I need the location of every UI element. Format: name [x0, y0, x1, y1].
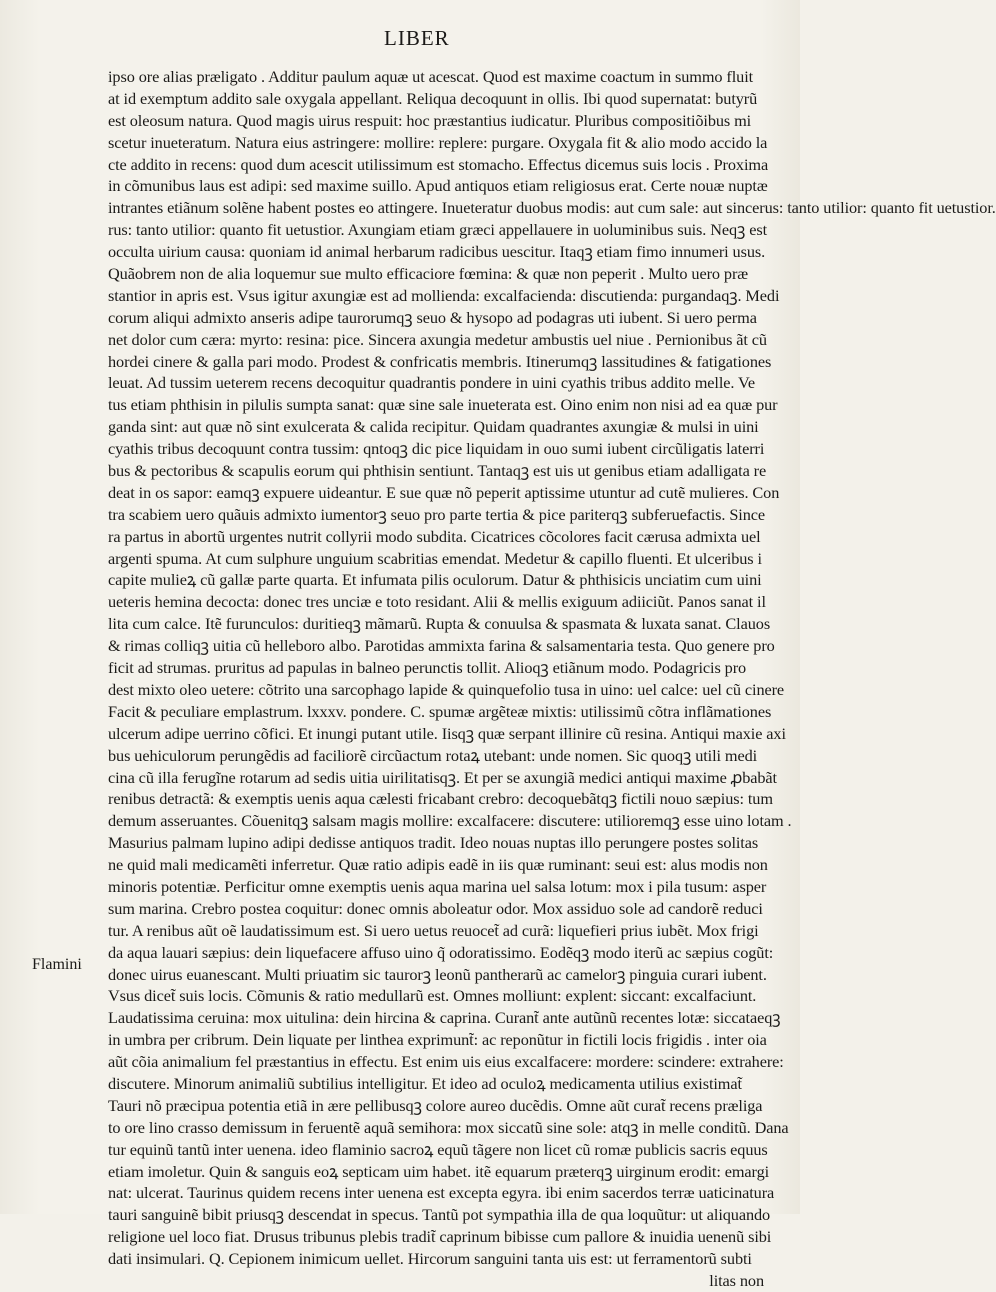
text-line: hordei cinere & galla pari modo. Prodest & confricatis membris. Itinerumqꝫ lassitudines & fatigationes [108, 351, 772, 371]
text-line: corum aliqui admixto anseris adipe taurorumqꝫ seuo & hysopo ad podagras uti iubent. Si uero perma [108, 307, 757, 327]
text-line: intrantes etiãnum solẽne habent postes eo attingere. Inueteratur duobus modis: aut cum sale: aut sincerus: tanto utilior: quanto fit uetustior. [108, 198, 996, 218]
text-line: tus etiam phthisin in pilulis sumpta sanat: quæ sine sale inueterata est. Oino enim non nisi ad ea quæ pur [108, 395, 778, 415]
text-line: bus uehiculorum perungẽdis ad faciliorẽ circũactum rotaꝝ utebant: unde nomen. Sic quoqꝫ utili medi [108, 745, 758, 765]
text-line: aũt cõia animalium fel præstantius in effectu. Est enim uis eius excalfacere: mordere: scindere: extrahere: [108, 1052, 784, 1072]
text-line: ipso ore alias præligato . Additur paulum aquæ ut acescat. Quod est maxime coactum in summo fluit [108, 67, 754, 86]
marginal-note: Flamini [32, 956, 82, 973]
text-line: & rimas colliqꝫ uitia cũ helleboro albo. Parotidas ammixta farina & salsamentaria testa. Quo genere pro [108, 636, 775, 656]
text-line: ueteris hemina decocta: donec tres unciæ e toto residant. Alii & mellis exiguum adiiciũt. Panos sanat il [108, 592, 766, 612]
page-title: LIBER [384, 26, 450, 50]
text-line: capite mulieꝝ cũ gallæ parte quarta. Et infumata pilis oculorum. Datur & phthisicis unciatim cum uini [108, 570, 762, 590]
text-line: Tauri nõ præcipua potentia etiã in ære pellibusqꝫ colore aureo ducẽdis. Omne aũt curat̃ recens præliga [108, 1095, 763, 1115]
text-line: ficit ad strumas. pruritus ad papulas in balneo perunctis tollit. Alioqꝫ etiãnum modo. Podagricis pro [108, 658, 747, 678]
text-line: deat in os sapor: eamqꝫ expuere uideantur. E sue quæ nõ peperit aptissime utuntur ad cutẽ mulieres. Con [108, 482, 780, 502]
text-line: cyathis tribus decoquunt contra tussim: qntoqꝫ dic pice liquidam in ouo sumi iubent circũligatis laterri [108, 439, 765, 459]
text-line: tur equinũ tantũ inter uenena. ideo flaminio sacroꝝ equũ tãgere non licet cũ romæ publicis sacris equus [108, 1139, 768, 1159]
text-line: Facit & peculiare emplastrum. lxxxv. pondere. C. spumæ argẽteæ mixtis: utilissimũ cõtra inflãmationes [108, 701, 772, 721]
text-line: occulta uirium causa: quoniam id animal herbarum radicibus uescitur. Itaqꝫ etiam fimo innumeri usus. [108, 242, 766, 262]
catchword: litas non [709, 1270, 764, 1290]
text-line: lita cum calce. Itẽ furunculos: duritieqꝫ mãmarũ. Rupta & conuulsa & spasmata & luxata sanat. Clauos [108, 614, 771, 634]
text-line: bus & pectoribus & scapulis eorum qui phthisin sentiunt. Tantaqꝫ est uis ut genibus etiam adalligata re [108, 461, 767, 481]
text-line: ulcerum adipe uerrino cõfici. Et inungi putant utile. Iisqꝫ quæ serpant illinire cũ resina. Antiqui maxie axi [108, 723, 786, 743]
text-line: net dolor cum cæra: myrto: resina: pice. Sincera axungia medetur ambustis uel niue . Pernionibus ãt cũ [108, 329, 767, 349]
text-line: Laudatissima ceruina: mox uitulina: dein hircina & caprina. Curant̃ ante autũnũ recentes lotæ: siccataeqꝫ [108, 1008, 781, 1028]
text-line: rus: tanto utilior: quanto fit uetustior. Axungiam etiam græci appellauere in uoluminibus suis. Neqꝫ est [108, 220, 768, 240]
text-line: argenti spuma. At cum sulphure unguium scabritias emendat. Medetur & capillo fluenti. Et ulceribus i [108, 548, 762, 568]
text-line: scetur inueteratum. Natura eius astringere: mollire: replere: purgare. Oxygala fit & alio modo accido la [108, 132, 768, 152]
body-text [108, 66, 996, 1292]
text-line: to ore lino crasso demissum in feruentẽ aquã semihora: mox siccatũ sine sole: atqꝫ in melle conditũ. Dana [108, 1117, 789, 1137]
text-line: at id exemptum addito sale oxygala appellant. Reliqua decoquunt in ollis. Ibi quod supernatat: butyrũ [108, 88, 758, 108]
text-line: donec uirus euanescant. Multi priuatim sic taurorꝫ leonũ pantherarũ ac camelorꝫ pinguia curari iubent. [108, 964, 767, 984]
text-line: tur. A renibus aũt oẽ laudatissimum est. Si uero uetus reuocet̃ ad curã: liquefieri prius iubẽt. Mox frigi [108, 920, 759, 940]
text-line: sum marina. Crebro postea coquitur: donec omnis aboleatur odor. Mox assiduo sole ad candorẽ reduci [108, 898, 763, 918]
text-line: nat: ulcerat. Taurinus quidem recens inter uenena est excepta egyra. ibi enim sacerdos terræ uaticinatura [108, 1183, 775, 1203]
text-line: renibus detractã: & exemptis uenis aqua cælesti fricabant crebro: decoquebãtqꝫ fictili nouo sæpius: tum [108, 789, 773, 809]
text-line: cina cũ illa ferugĩne rotarum ad sedis uitia uirilitatisqꝫ. Et per se axungiã medici antiqui maxime ꝓbabãt [108, 767, 777, 787]
text-line: religione uel loco fiat. Drusus tribunus plebis tradit̃ caprinum bibisse cum pallore & inuidia uenenũ sibi [108, 1227, 772, 1247]
text-line: dest mixto oleo uetere: cõtrito una sarcophago lapide & quinquefolio tusa in uino: uel calce: uel cũ cinere [108, 679, 785, 699]
text-line: leuat. Ad tussim ueterem recens decoquitur quadrantis pondere in uini cyathis tribus addito melle. Ve [108, 373, 756, 393]
text-line: tauri sanguinẽ bibit priusqꝫ descendat in specus. Tantũ pot sympathia illa de qua loquũtur: ut aliquando [108, 1205, 771, 1225]
text-line: stantior in apris est. Vsus igitur axungiæ est ad mollienda: excalfacienda: discutienda: purgandaqꝫ. Medi [108, 285, 780, 305]
text-line: minoris potentiæ. Perficitur omne exemptis uenis aqua marina uel salsa lotum: mox i pila tusum: asper [108, 876, 767, 896]
text-line: ganda sint: aut quæ nõ sint exulcerata & calida recipitur. Quidam quadrantes axungiæ & mulsi in uini [108, 417, 759, 437]
text-line: ne quid mali medicamẽti inferretur. Quæ ratio adipis eadẽ in iis quæ ruminant: seui est: alus modis non [108, 855, 768, 875]
text-line: etiam imoletur. Quin & sanguis eoꝝ septicam uim habet. itẽ equarum præterqꝫ uirginum erodit: emargi [108, 1161, 770, 1181]
text-line: discutere. Minorum animaliũ subtilius intelligitur. Et ideo ad oculoꝝ medicamenta utilius existimat̃ [108, 1073, 742, 1093]
text-line: da aqua lauari sæpius: dein liquefacere affuso uino q̃ odoratissimo. Eodẽqꝫ modo iterũ ac sæpius cogũt: [108, 942, 774, 962]
text-line: in cõmunibus laus est adipi: sed maxime suillo. Apud antiquos etiam religiosus erat. Certe nouæ nuptæ [108, 176, 768, 196]
text-line: Quãobrem non de alia loquemur sue multo efficaciore fœmina: & quæ non peperit . Multo uero præ [108, 264, 749, 284]
text-line: tra scabiem uero quãuis admixto iumentorꝫ seuo pro parte tertia & pice pariterqꝫ subferuefactis. Since [108, 504, 766, 524]
text-line: dati insimulari. Q. Cepionem inimicum uellet. Hircorum sanguini tanta uis est: ut ferramentorũ subti [108, 1249, 752, 1269]
text-line: Masurius palmam lupino adipi dedisse antiquos tradit. Ideo nouas nuptas illo perungere postes solitas [108, 833, 759, 853]
text-line: demum asseruantes. Cõuenitqꝫ salsam magis mollire: excalfacere: discutere: utilioremqꝫ esse uino lotam . [108, 811, 792, 831]
text-line: est oleosum natura. Quod magis uirus respuit: hoc præstantius iudicatur. Pluribus compositiõibus mi [108, 110, 752, 130]
text-line: in umbra per cribrum. Dein liquate per linthea exprimunt̃: ac reponũtur in fictili locis frigidis . inter oia [108, 1030, 767, 1050]
text-line: Vsus dicet̃ suis locis. Cõmunis & ratio medullarũ est. Omnes molliunt: explent: siccant: excalfaciunt. [108, 986, 757, 1006]
text-line: ra partus in abortũ urgentes nutrit collyrii modo subdita. Cicatrices cõcolores facit cærusa admixta uel [108, 526, 761, 546]
text-line: cte addito in recens: quod dum acescit utilissimum est stomacho. Effectus dicemus suis locis . Proxima [108, 154, 769, 174]
